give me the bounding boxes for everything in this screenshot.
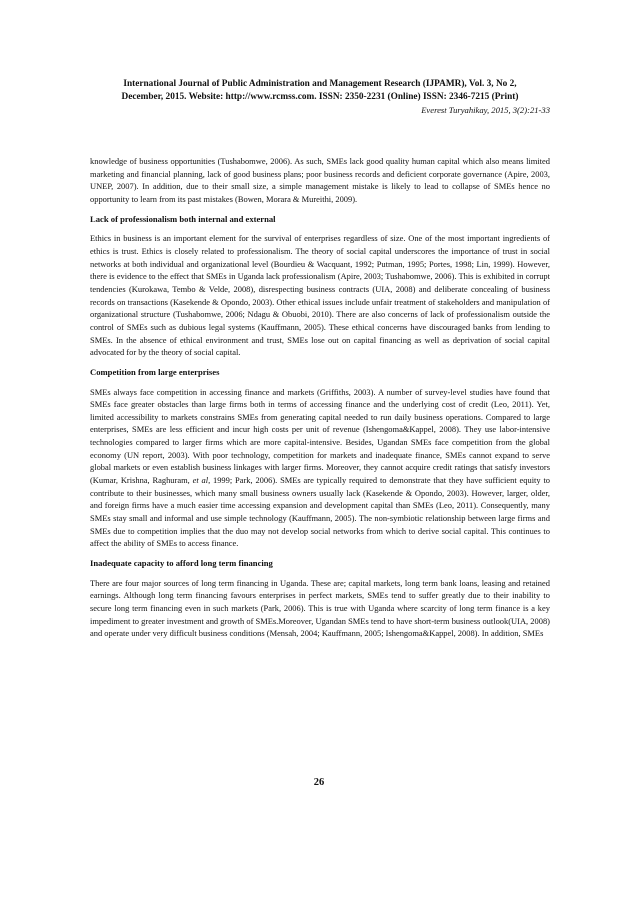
paragraph-text: , 1999; Park, 2006). SMEs are typically required to demonstrate that they have sufficient equity to contribute to their businesses, which many small business owners usually lack (Kasekende & Opondo, 2003). However, larger, older, and foreign firms have a much easier time accessing expansion and development capital than SMEs (Leo, 2011). Consequently, many SMEs stay small and informal and use simple technology (Kauffmann, 2005). The non-symbiotic relationship between large firms and SMEs due to competition implies that the duo may not develop social networks from which to derive social capital. This continues to affect the ability of SMEs to access finance. <box>90 475 551 549</box>
journal-title-line: International Journal of Public Administration and Management Research (IJPAMR), Vol. 3, No 2, <box>123 79 517 89</box>
paragraph-text: SMEs always face competition in accessing finance and markets (Griffiths, 2003). A number of survey-level studies have found that SMEs face greater obstacles than large firms both in terms of accessing finance and the underlying cost of credit (Leo, 2011). Yet, limited accessibility to markets constrains SMEs from generating capital needed to run daily business operations. Compared to large enterprises, SMEs are less efficient and incur high costs per unit of revenue (Ishengoma&Kappel, 2008). They use labor-intensive technologies compared to larger firms which are more capital-intensive. Besides, Ugandan SMEs face competition from the global economy (UN report, 2003). With poor technology, competition for markets and inadequate finance, SMEs cannot expand to serve global markets or even establish business linkages with larger firms. Moreover, they cannot acquire credit ratings that satisfy investors (Kumar, Krishna, Raghuram, <box>90 386 550 486</box>
paragraph: knowledge of business opportunities (Tushabomwe, 2006). As such, SMEs lack good quality human capital which also means limited marketing and financial planning, lack of good business plans; poor business records and deficient corporate governance (Apire, 2003, UNEP, 2007). In addition, due to their small size, a simple management mistake is likely to lead to collapse of SMEs hence no opportunity to learn from its past mistakes (Bowen, Morara & Mureithi, 2009). <box>90 156 550 204</box>
page-number: 26 <box>313 777 325 788</box>
section-heading: Lack of professionalism both internal and external <box>90 213 276 224</box>
paragraph: There are four major sources of long term financing in Uganda. These are; capital markets, long term bank loans, leasing and retained earnings. Although long term financing favours enterprises in perfect markets, SMEs tend to suffer greatly due to their inability to secure long term financing even in such markets (Park, 2006). This is true with Uganda where scarcity of long term finance is a key impediment to greater investment and growth of SMEs.Moreover, Ugandan SMEs tend to have short-term business outlook(UIA, 2008) and operate under very difficult business conditions (Mensah, 2004; Kauffmann, 2005; Ishengoma&Kappel, 2008). In addition, SMEs <box>90 577 550 639</box>
journal-header <box>90 78 550 117</box>
section-heading: Competition from large enterprises <box>90 366 220 377</box>
paragraph <box>90 386 550 551</box>
journal-issn-line: December, 2015. Website: http://www.rcmss.com. ISSN: 2350-2231 (Online) ISSN: 2346-7215 (Print) <box>121 92 519 102</box>
et-al-italic: et al <box>192 475 209 486</box>
article-body <box>90 155 550 647</box>
journal-citation-line: Everest Turyahikay, 2015, 3(2):21-33 <box>421 105 550 115</box>
paragraph: Ethics in business is an important element for the survival of enterprises regardless of size. One of the most important ingredients of ethics is trust. Ethics is closely related to professionalism. The theory of social capital underscores the importance of trust in social networks at both individual and organizational level (Bourdieu & Wacquant, 1992; Putman, 1995; Portes, 1998; Lin, 1999). However, there is evidence to the effect that SMEs in Uganda lack professionalism (Apire, 2003; Tushabomwe, 2006). This is exhibited in corrupt tendencies (Kurokawa, Tembo & Velde, 2008), disrespecting business contracts (UIA, 2008) and deliberate concealing of business records on transactions (Kasekende & Opondo, 2003). Other ethical issues include unfair treatment of stakeholders and manipulation of organizational structure (Tushabomwe, 2006; Ndagu & Obuobi, 2010). There are also concerns of lack of professionalism outside the control of SMEs such as dubious legal systems (Kauffmann, 2005). These ethical concerns have discouraged banks from lending to SMEs. In the absence of ethical environment and trust, SMEs lose out on capital financing as well as deprivation of social capital advocated for by the theory of social capital. <box>90 233 550 358</box>
section-heading: Inadequate capacity to afford long term financing <box>90 558 273 569</box>
